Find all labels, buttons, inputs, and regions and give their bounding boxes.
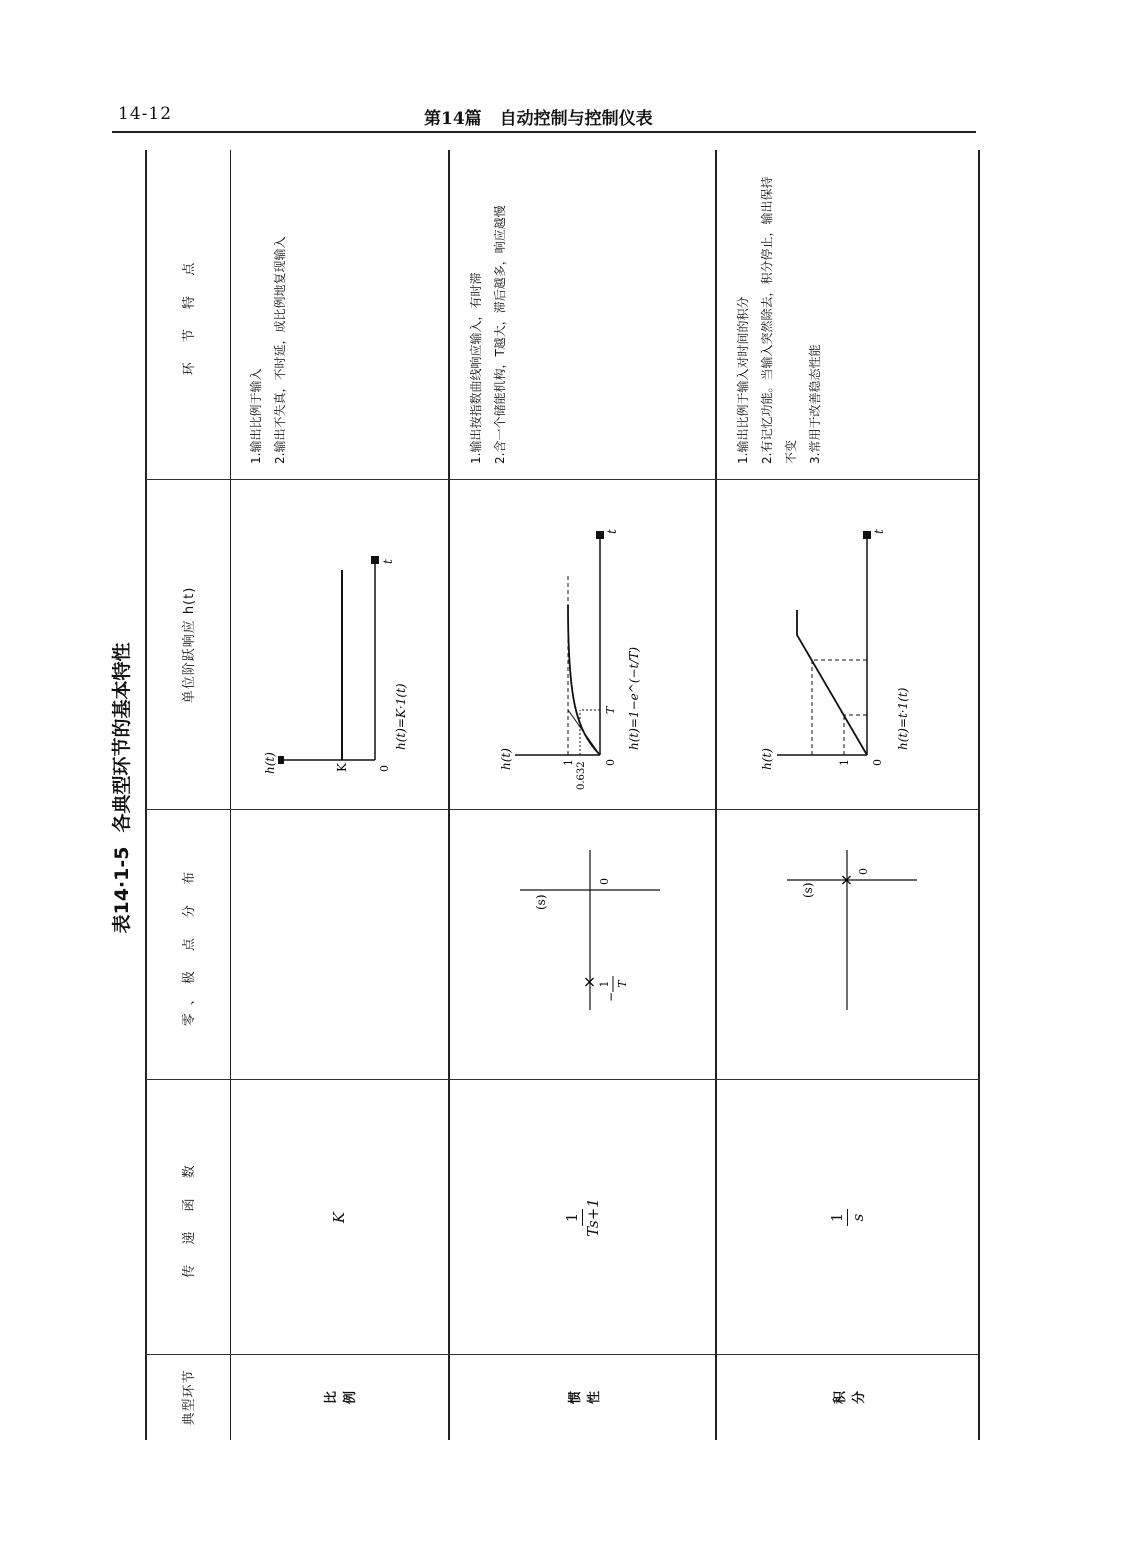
t-axis-arrow: [371, 556, 379, 564]
step-formula-proportional: h(t)=K·1(t): [394, 683, 408, 750]
caption-number: 表14·1-5: [111, 846, 133, 934]
rule-bottom: [978, 150, 980, 1440]
step-response-proportional: [230, 480, 448, 810]
step-response-integral: [717, 480, 978, 810]
s-plane-label: (s): [534, 894, 548, 910]
step-plot-proportional: [230, 480, 448, 810]
col-header-step: 单位阶跃响应 h(t): [182, 586, 197, 704]
s-plane-label: (s): [801, 882, 815, 898]
features-inertial: [450, 150, 715, 480]
step-response-inertial: [450, 480, 715, 810]
poles-integral: [717, 810, 978, 1080]
label-zero: 0: [604, 759, 617, 766]
row-name-integral: 积分: [832, 1330, 867, 1404]
section-label: 第14篇: [424, 109, 482, 129]
t-axis-arrow: [596, 531, 604, 539]
feature-item: 2.输出不失真，不时延，成比例地复现输入: [273, 236, 287, 464]
col-header-poles: 零、极 点 分 布: [182, 863, 197, 1027]
caption-title: 各典型环节的基本特性: [111, 642, 133, 833]
h-axis-arrow: [278, 756, 284, 764]
denominator: s: [849, 1213, 867, 1222]
label-one: 1: [838, 759, 851, 766]
col-header-transfer: 传 递 函 数: [182, 1157, 197, 1278]
transfer-function-inertial: [450, 1080, 715, 1355]
label-t: t: [381, 559, 395, 564]
transfer-function-proportional: K: [330, 1211, 348, 1224]
feature-item: 2.有记忆功能。当输入突然除去，积分停止，输出保持不变: [760, 176, 798, 464]
label-one: 1: [562, 759, 575, 766]
pole-den: T: [616, 980, 629, 988]
poles-proportional-empty: [230, 810, 448, 1080]
label-h: h(t): [263, 752, 277, 774]
running-head: [424, 104, 653, 129]
pole-plot-inertial: [450, 810, 715, 1080]
section-title: 自动控制与控制仪表: [499, 109, 653, 129]
pole-cross-icon: ×: [836, 873, 856, 887]
header-rule: [112, 131, 976, 133]
numerator: 1: [828, 1209, 848, 1227]
pole-num: 1: [598, 980, 611, 988]
label-k: K: [335, 763, 349, 772]
page-number: 14-12: [118, 104, 173, 124]
col-header-element: 典型环节: [182, 1369, 197, 1426]
origin-label: 0: [598, 878, 611, 885]
pole-cross-icon: ×: [579, 975, 599, 989]
row-name-inertial: 惯性: [567, 1330, 602, 1404]
step-plot-integral: [717, 480, 978, 810]
pole-minus: −: [604, 991, 618, 1002]
ramp-line: [797, 610, 867, 755]
poles-inertial: [450, 810, 715, 1080]
characteristics-table: [111, 150, 980, 1440]
pole-plot-integral: [717, 810, 978, 1080]
feature-item: 1.输出比例于输入对时间的积分: [736, 296, 750, 464]
feature-item: 1.输出比例于输入: [249, 368, 263, 464]
label-zero: 0: [871, 759, 884, 766]
label-632: 0.632: [576, 761, 587, 790]
feature-item: 2.含一个储能机构，T越大，滞后越多，响应越慢: [493, 205, 507, 464]
tangent-line: [568, 710, 600, 755]
row-name-proportional: 比例: [324, 1330, 358, 1404]
denominator: Ts+1: [584, 1198, 602, 1237]
label-zero: 0: [378, 765, 391, 772]
step-plot-inertial: [450, 480, 715, 810]
transfer-function-integral: [717, 1080, 978, 1355]
step-formula-integral: h(t)=t·1(t): [896, 687, 910, 750]
label-h: h(t): [499, 748, 513, 770]
table-caption: [107, 320, 134, 1270]
fraction: [563, 1198, 602, 1237]
label-t: t: [872, 529, 886, 534]
step-formula-inertial: h(t)=1−e^(−t/T): [627, 646, 641, 750]
t-axis-arrow: [863, 531, 871, 539]
label-h: h(t): [760, 748, 774, 770]
features-proportional: [230, 150, 448, 480]
col-header-features: 环 节 特 点: [182, 254, 197, 376]
numerator: 1: [563, 1209, 583, 1227]
rotated-table-wrapper: [111, 150, 980, 1440]
origin-label: 0: [857, 868, 870, 875]
label-t: t: [605, 529, 619, 534]
features-integral: [717, 150, 978, 480]
fraction: [828, 1209, 867, 1227]
feature-item: 1.输出按指数曲线响应输入，有时滞: [469, 272, 483, 464]
label-T: T: [604, 706, 617, 714]
feature-item: 3.常用于改善稳态性能: [808, 344, 822, 464]
